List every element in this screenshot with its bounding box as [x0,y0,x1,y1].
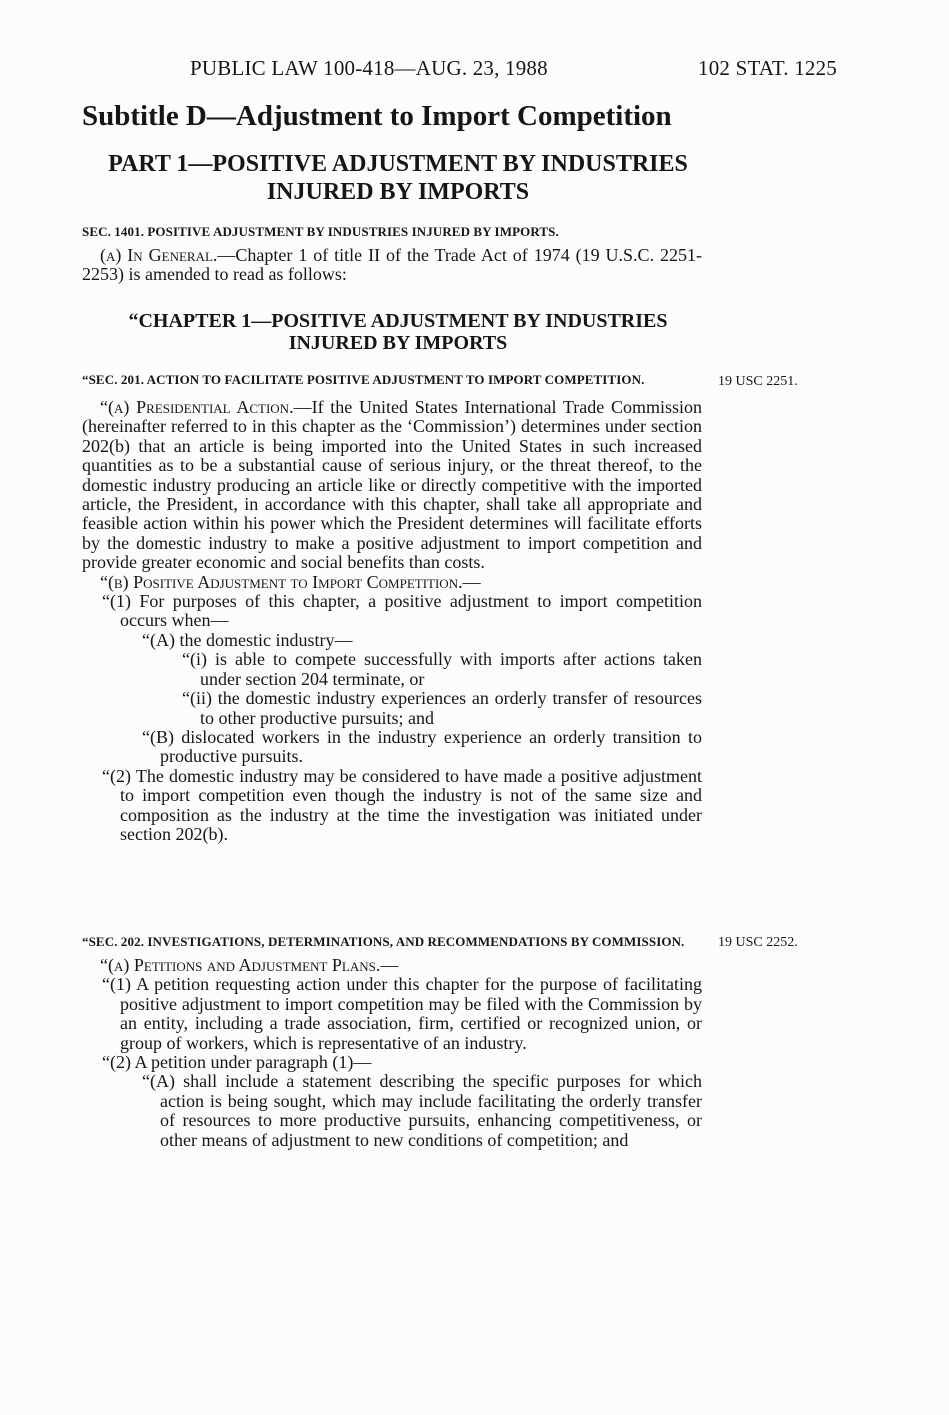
chapter-heading-line2: INJURED BY IMPORTS [288,332,508,354]
margin-note-usc-2252: 19 USC 2252. [718,935,798,950]
section-201-subsection-b-heading: “(b) Positive Adjustment to Import Competition.— [100,571,481,592]
subsection-a-text: —Chapter 1 of title II of the Trade Act of 1974 (19 U.S.C. 2251-2253) is amended to read as follows: [82,245,702,285]
subsection-a-text: —If the United States International Trade Commission (hereinafter referred to in this chapter as the ‘Commission’) determines under section 202(b) that an article is being imported into the United States in such increased quantities as to be a substantial cause of serious injury, or the threat thereof, to the domestic industry producing an article like or directly competitive with the imported article, the President, in accordance with this chapter, shall take all appropriate and feasible action within his power which the President determines will facilitate efforts by the domestic industry to make a positive adjustment to import competition and provide greater economic and social benefits than costs. [82,397,702,573]
part-heading [82,150,714,206]
part-heading-line1: PART 1—POSITIVE ADJUSTMENT BY INDUSTRIES [108,151,688,177]
section-1401-heading: SEC. 1401. POSITIVE ADJUSTMENT BY INDUSTRIES INJURED BY IMPORTS. [82,224,559,239]
subparagraph-b1A: “(A) the domestic industry— [142,629,353,650]
header-law-citation: PUBLIC LAW 100-418—AUG. 23, 1988 [190,56,548,80]
section-1401 [82,224,702,285]
paragraph-a2: “(2) A petition under paragraph (1)— [102,1052,372,1073]
section-1401-subsection-a [82,246,702,285]
clause-b1Aii: “(ii) the domestic industry experiences an orderly transfer of resources to other productive pursuits; and [182,688,702,728]
margin-note-usc-2251: 19 USC 2251. [718,374,798,389]
section-201-heading: “SEC. 201. ACTION TO FACILITATE POSITIVE ADJUSTMENT TO IMPORT COMPETITION. [82,372,645,387]
chapter-heading [78,310,718,354]
section-202-subsection-a-heading: “(a) Petitions and Adjustment Plans.— [100,955,399,975]
section-201 [82,372,702,844]
paragraph-a1: “(1) A petition requesting action under this chapter for the purpose of facilitating positive adjustment to import competition may be filed with the Commission by an entity, including a trade association, firm, certified or recognized union, or group of workers, which is representative of an industry. [102,974,702,1053]
subparagraph-b1B: “(B) dislocated workers in the industry experience an orderly transition to productive pursuits. [142,726,702,767]
subsection-a-label: “(a) Presidential Action. [100,397,294,417]
subtitle-heading: Subtitle D—Adjustment to Import Competition [82,100,672,132]
clause-b1Ai: “(i) is able to compete successfully with imports after actions taken under section 204 terminate, or [182,649,702,689]
header-stat-page: 102 STAT. 1225 [698,56,837,80]
part-heading-line2: INJURED BY IMPORTS [266,179,530,205]
paragraph-b2: “(2) The domestic industry may be considered to have made a positive adjustment to import competition even though the industry is not of the same size and composition as the industry at the time the investigation was initiated under section 202(b). [102,765,702,844]
section-202 [82,934,702,1150]
chapter-heading-line1: “CHAPTER 1—POSITIVE ADJUSTMENT BY INDUSTRIES [128,310,668,332]
section-202-heading: “SEC. 202. INVESTIGATIONS, DETERMINATIONS, AND RECOMMENDATIONS BY COMMISSION. [82,934,685,949]
paragraph-b1: “(1) For purposes of this chapter, a positive adjustment to import competition occurs when— [102,591,702,631]
subparagraph-a2A: “(A) shall include a statement describing the specific purposes for which action is being sought, which may include facilitating the orderly transfer of resources to more productive pursuits, enhancing competitiveness, or other means of adjustment to new conditions of competition; and [142,1071,702,1150]
section-201-subsection-a [82,398,702,573]
subsection-a-label: (a) In General. [100,245,218,265]
